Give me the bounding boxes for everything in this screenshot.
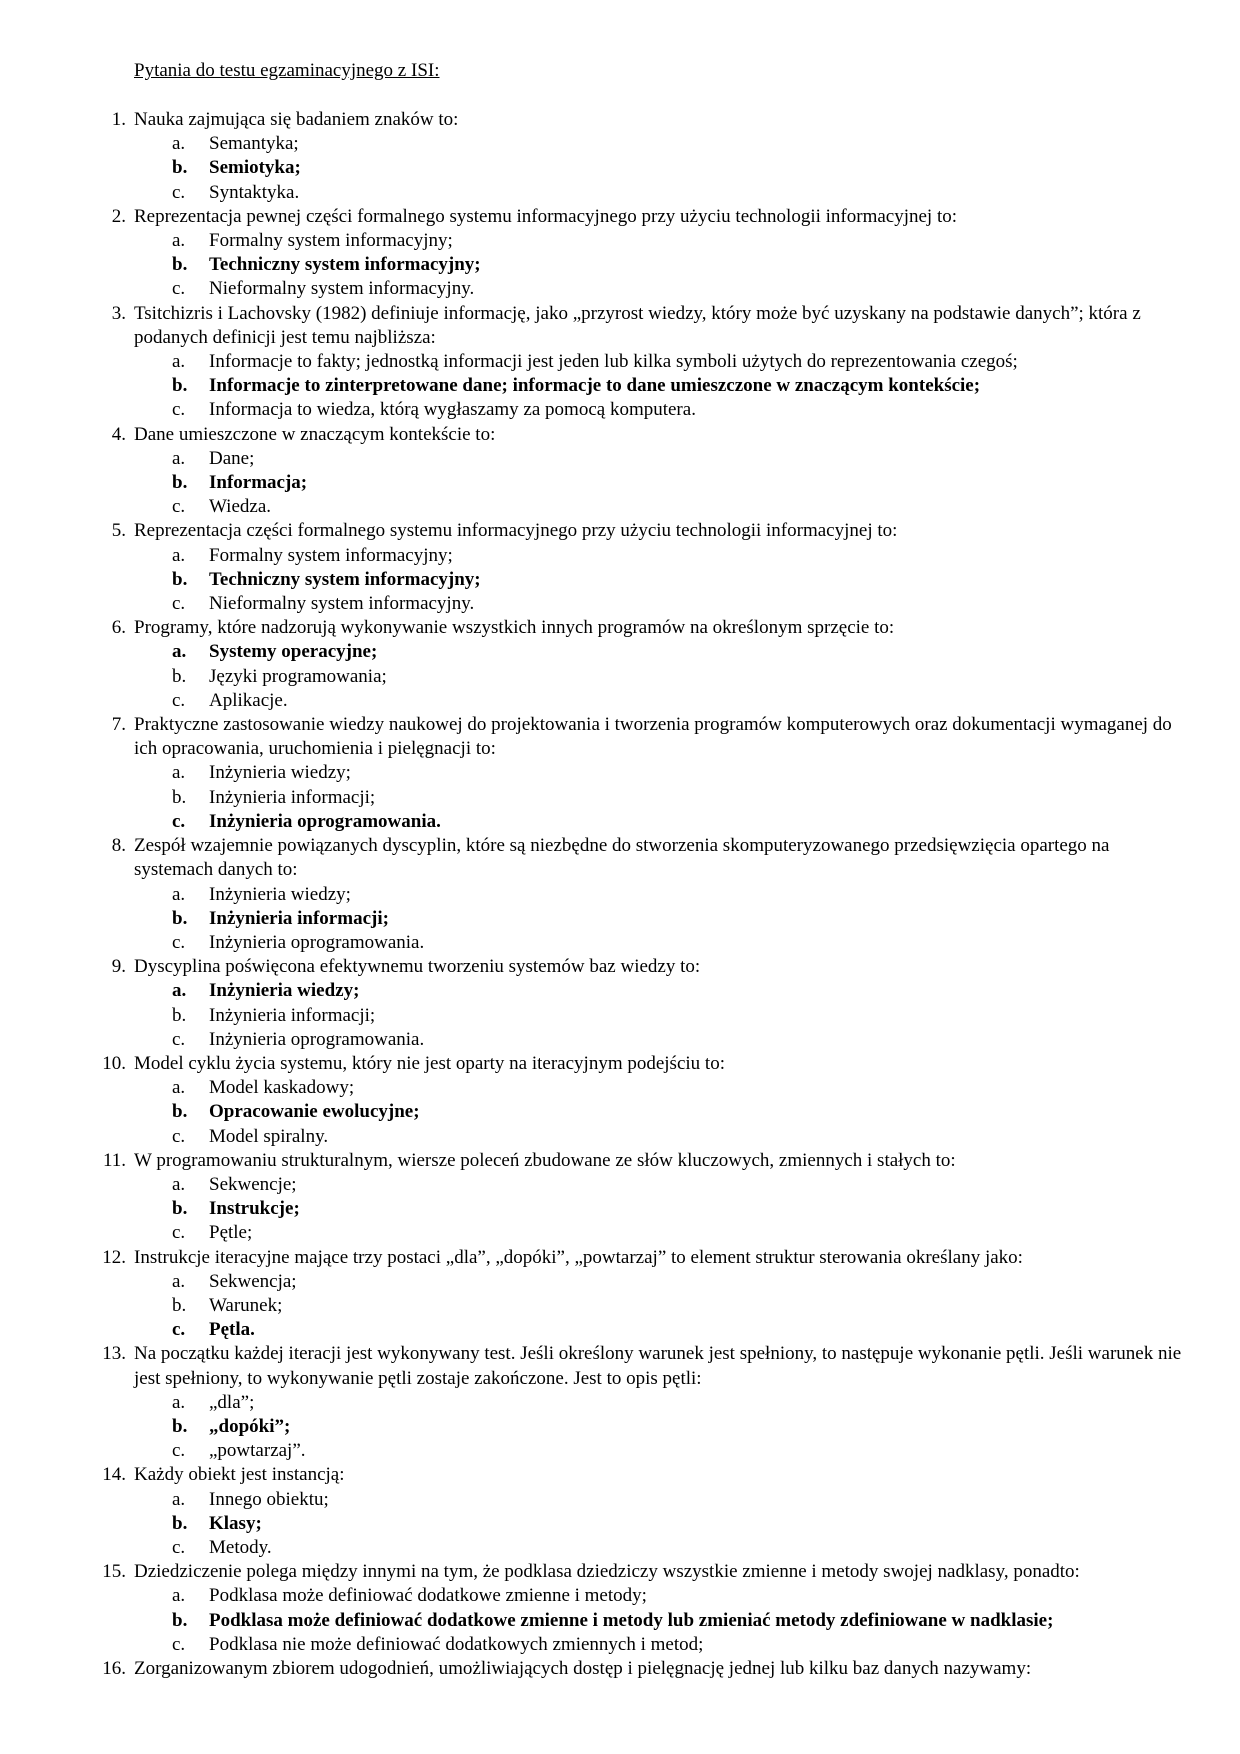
answer-option xyxy=(134,1028,1187,1052)
answer-option-correct xyxy=(134,1609,1187,1633)
answer-option-correct xyxy=(134,907,1187,931)
answer-list xyxy=(134,1270,1187,1343)
answer-letter: b. xyxy=(172,1512,188,1534)
answer-text: Systemy operacyjne; xyxy=(209,641,378,663)
answer-text: Dane; xyxy=(209,447,255,469)
question-item xyxy=(92,423,1187,520)
answer-text: Języki programowania; xyxy=(209,665,387,687)
answer-list xyxy=(134,132,1187,205)
answer-letter: b. xyxy=(172,472,188,494)
answer-option xyxy=(134,931,1187,955)
answer-option xyxy=(134,132,1187,156)
question-item xyxy=(92,1052,1187,1149)
answer-text: Inżynieria informacji; xyxy=(209,786,376,808)
answer-option xyxy=(134,1391,1187,1415)
question-number: 13. xyxy=(102,1343,126,1365)
answer-option xyxy=(134,398,1187,422)
answer-text: Informacje to fakty; jednostką informacji jest jeden lub kilka symboli użytych do reprezentowania czegoś; xyxy=(209,351,1018,373)
question-item xyxy=(92,1342,1187,1463)
answer-letter: c. xyxy=(172,1125,186,1147)
answer-option xyxy=(134,277,1187,301)
answer-option xyxy=(134,350,1187,374)
answer-option-correct xyxy=(134,1512,1187,1536)
answer-letter: c. xyxy=(172,689,186,711)
answer-letter: a. xyxy=(172,1391,186,1413)
answer-text: Model kaskadowy; xyxy=(209,1077,355,1099)
question-text: Dziedziczenie polega między innymi na tym, że podklasa dziedziczy wszystkie zmienne i metody swojej nadklasy, ponadto: xyxy=(134,1561,1080,1583)
answer-text: Klasy; xyxy=(209,1512,262,1534)
answer-text: Inżynieria oprogramowania. xyxy=(209,931,425,953)
answer-option-correct xyxy=(134,979,1187,1003)
answer-list xyxy=(134,1173,1187,1246)
answer-option xyxy=(134,1004,1187,1028)
question-text: Zorganizowanym zbiorem udogodnień, umożliwiających dostęp i pielęgnację jednej lub kilku baz danych nazywamy: xyxy=(134,1658,1032,1679)
question-item xyxy=(92,519,1187,616)
question-text: Praktyczne zastosowanie wiedzy naukowej do projektowania i tworzenia programów komputerowych oraz dokumentacji wymaganej do ich opracowania, uruchomienia i pielęgnacji to: xyxy=(134,714,1172,760)
answer-list xyxy=(134,761,1187,834)
question-number: 5. xyxy=(111,520,126,542)
question-number: 15. xyxy=(102,1561,126,1583)
question-text: Dyscyplina poświęcona efektywnemu tworzeniu systemów baz wiedzy to: xyxy=(134,956,701,978)
question-text: Model cyklu życia systemu, który nie jest oparty na iteracyjnym podejściu to: xyxy=(134,1052,725,1074)
question-item xyxy=(92,1657,1187,1681)
answer-letter: a. xyxy=(172,1488,186,1510)
answer-letter: a. xyxy=(172,351,186,373)
answer-text: Pętle; xyxy=(209,1222,253,1244)
question-number: 9. xyxy=(111,956,126,978)
answer-list xyxy=(134,979,1187,1052)
answer-letter: c. xyxy=(172,1440,186,1462)
answer-letter: a. xyxy=(172,980,187,1002)
question-text: Reprezentacja części formalnego systemu informacyjnego przy użyciu technologii informacyjnej to: xyxy=(134,520,898,542)
answer-letter: c. xyxy=(172,593,186,615)
answer-letter: b. xyxy=(172,1609,188,1631)
answer-letter: c. xyxy=(172,1319,186,1341)
answer-list xyxy=(134,640,1187,713)
answer-text: Semantyka; xyxy=(209,133,299,155)
answer-list xyxy=(134,544,1187,617)
question-text: Zespół wzajemnie powiązanych dyscyplin, które są niezbędne do stworzenia skomputeryzowanego przedsięwzięcia opartego na systemach danych to: xyxy=(134,835,1110,881)
answer-letter: c. xyxy=(172,1633,186,1655)
answer-letter: b. xyxy=(172,1415,188,1437)
answer-option xyxy=(134,883,1187,907)
answer-text: Formalny system informacyjny; xyxy=(209,230,453,252)
answer-option xyxy=(134,1294,1187,1318)
question-item xyxy=(92,713,1187,834)
answer-option xyxy=(134,1076,1187,1100)
answer-list xyxy=(134,229,1187,302)
question-text: Tsitchizris i Lachovsky (1982) definiuje informację, jako „przyrost wiedzy, który może być uzyskany na podstawie danych”; która z podanych definicji jest temu najbliższa: xyxy=(134,302,1141,348)
answer-letter: c. xyxy=(172,810,186,832)
question-item xyxy=(92,1246,1187,1343)
answer-option xyxy=(134,229,1187,253)
answer-letter: b. xyxy=(172,665,187,687)
answer-option xyxy=(134,592,1187,616)
answer-letter: c. xyxy=(172,931,186,953)
answer-list xyxy=(134,883,1187,956)
question-text: Reprezentacja pewnej części formalnego systemu informacyjnego przy użyciu technologii informacyjnej to: xyxy=(134,205,958,227)
answer-text: Warunek; xyxy=(209,1294,283,1316)
answer-text: Aplikacje. xyxy=(209,689,288,711)
answer-list xyxy=(134,1391,1187,1464)
question-number: 1. xyxy=(111,109,126,130)
answer-text: Pętla. xyxy=(209,1319,255,1341)
question-text: Na początku każdej iteracji jest wykonywany test. Jeśli określony warunek jest spełniony, to następuje wykonanie pętli. Jeśli warunek nie jest spełniony, to wykonywanie pętli zostaje zakończone. Jest to opis pętli: xyxy=(134,1343,1182,1389)
answer-text: Sekwencje; xyxy=(209,1173,297,1195)
answer-text: „dla”; xyxy=(209,1391,255,1413)
document-title: Pytania do testu egzaminacyjnego z ISI: xyxy=(134,60,440,81)
answer-text: Inżynieria oprogramowania. xyxy=(209,810,441,832)
answer-option-correct xyxy=(134,1197,1187,1221)
answer-letter: a. xyxy=(172,641,187,663)
answer-letter: c. xyxy=(172,278,186,300)
answer-option-correct xyxy=(134,810,1187,834)
answer-letter: c. xyxy=(172,1028,186,1050)
answer-option xyxy=(134,1633,1187,1657)
answer-letter: c. xyxy=(172,496,186,518)
answer-letter: c. xyxy=(172,1222,186,1244)
question-item xyxy=(92,616,1187,713)
question-item xyxy=(92,1560,1187,1657)
answer-text: Inżynieria informacji; xyxy=(209,907,389,929)
answer-text: Inżynieria wiedzy; xyxy=(209,980,360,1002)
question-number: 3. xyxy=(111,302,126,324)
answer-option xyxy=(134,1439,1187,1463)
answer-option xyxy=(134,1270,1187,1294)
question-item xyxy=(92,302,1187,423)
answer-text: Techniczny system informacyjny; xyxy=(209,568,481,590)
answer-option-correct xyxy=(134,568,1187,592)
answer-option xyxy=(134,1221,1187,1245)
answer-text: Instrukcje; xyxy=(209,1198,300,1220)
question-text: Nauka zajmująca się badaniem znaków to: xyxy=(134,109,459,130)
answer-letter: c. xyxy=(172,399,186,421)
answer-text: Metody. xyxy=(209,1536,272,1558)
answer-text: Informacja; xyxy=(209,472,308,494)
question-text: W programowaniu strukturalnym, wiersze poleceń zbudowane ze słów kluczowych, zmiennych i stałych to: xyxy=(134,1149,956,1171)
answer-option-correct xyxy=(134,1318,1187,1342)
answer-option xyxy=(134,1173,1187,1197)
answer-option xyxy=(134,181,1187,205)
answer-text: „dopóki”; xyxy=(209,1415,291,1437)
answer-list xyxy=(134,1076,1187,1149)
answer-option xyxy=(134,786,1187,810)
answer-letter: a. xyxy=(172,1585,186,1607)
answer-letter: b. xyxy=(172,907,188,929)
question-text: Dane umieszczone w znaczącym kontekście to: xyxy=(134,423,496,445)
answer-text: Inżynieria wiedzy; xyxy=(209,762,351,784)
answer-list xyxy=(134,1488,1187,1561)
answer-option xyxy=(134,447,1187,471)
answer-text: Inżynieria oprogramowania. xyxy=(209,1028,425,1050)
answer-letter: a. xyxy=(172,230,186,252)
answer-letter: a. xyxy=(172,1173,186,1195)
answer-option-correct xyxy=(134,156,1187,180)
answer-list xyxy=(134,1584,1187,1657)
answer-option xyxy=(134,1536,1187,1560)
question-number: 2. xyxy=(111,205,126,227)
answer-letter: b. xyxy=(172,1198,188,1220)
question-list xyxy=(92,108,1187,1681)
answer-option xyxy=(134,1584,1187,1608)
answer-text: Nieformalny system informacyjny. xyxy=(209,278,475,300)
answer-option xyxy=(134,689,1187,713)
answer-option xyxy=(134,495,1187,519)
answer-letter: a. xyxy=(172,762,186,784)
answer-text: Inżynieria informacji; xyxy=(209,1004,376,1026)
answer-letter: b. xyxy=(172,254,188,276)
answer-list xyxy=(134,447,1187,520)
answer-text: Innego obiektu; xyxy=(209,1488,329,1510)
answer-letter: b. xyxy=(172,1004,187,1026)
answer-option xyxy=(134,665,1187,689)
answer-letter: c. xyxy=(172,181,186,203)
answer-text: Techniczny system informacyjny; xyxy=(209,254,481,276)
answer-option xyxy=(134,1488,1187,1512)
question-item xyxy=(92,108,1187,205)
answer-letter: b. xyxy=(172,786,187,808)
answer-letter: a. xyxy=(172,544,186,566)
answer-text: Opracowanie ewolucyjne; xyxy=(209,1101,420,1123)
question-number: 16. xyxy=(102,1658,126,1679)
answer-letter: a. xyxy=(172,1077,186,1099)
answer-option-correct xyxy=(134,471,1187,495)
answer-letter: b. xyxy=(172,1101,188,1123)
answer-option xyxy=(134,761,1187,785)
answer-list xyxy=(134,350,1187,423)
answer-letter: a. xyxy=(172,1270,186,1292)
answer-letter: a. xyxy=(172,133,186,155)
answer-letter: b. xyxy=(172,375,188,397)
question-item xyxy=(92,1149,1187,1246)
answer-letter: a. xyxy=(172,883,186,905)
question-text: Programy, które nadzorują wykonywanie wszystkich innych programów na określonym sprzęcie to: xyxy=(134,617,895,639)
question-number: 10. xyxy=(102,1052,126,1074)
question-number: 12. xyxy=(102,1246,126,1268)
question-number: 7. xyxy=(111,714,126,736)
answer-letter: b. xyxy=(172,1294,187,1316)
answer-option-correct xyxy=(134,253,1187,277)
question-item xyxy=(92,834,1187,955)
answer-text: Formalny system informacyjny; xyxy=(209,544,453,566)
answer-text: Syntaktyka. xyxy=(209,181,300,203)
answer-option-correct xyxy=(134,640,1187,664)
answer-letter: a. xyxy=(172,447,186,469)
answer-option-correct xyxy=(134,1415,1187,1439)
answer-text: Inżynieria wiedzy; xyxy=(209,883,351,905)
question-number: 14. xyxy=(102,1464,126,1486)
answer-text: Nieformalny system informacyjny. xyxy=(209,593,475,615)
answer-text: Semiotyka; xyxy=(209,157,301,179)
answer-text: Model spiralny. xyxy=(209,1125,329,1147)
question-item xyxy=(92,955,1187,1052)
question-number: 11. xyxy=(102,1149,126,1171)
answer-text: Wiedza. xyxy=(209,496,272,518)
question-item xyxy=(92,205,1187,302)
question-number: 4. xyxy=(111,423,126,445)
answer-text: Sekwencja; xyxy=(209,1270,297,1292)
question-item xyxy=(92,1463,1187,1560)
answer-text: Podklasa może definiować dodatkowe zmienne i metody lub zmieniać metody zdefiniowane w nadklasie; xyxy=(209,1609,1054,1631)
question-text: Każdy obiekt jest instancją: xyxy=(134,1464,345,1486)
answer-text: Podklasa nie może definiować dodatkowych zmiennych i metod; xyxy=(209,1633,704,1655)
answer-letter: b. xyxy=(172,157,188,179)
question-number: 8. xyxy=(111,835,126,857)
answer-text: „powtarzaj”. xyxy=(209,1440,306,1462)
question-number: 6. xyxy=(111,617,126,639)
answer-text: Informacje to zinterpretowane dane; informacje to dane umieszczone w znaczącym kontekście; xyxy=(209,375,981,397)
answer-option-correct xyxy=(134,1100,1187,1124)
answer-text: Informacja to wiedza, którą wygłaszamy za pomocą komputera. xyxy=(209,399,696,421)
answer-letter: b. xyxy=(172,568,188,590)
answer-option xyxy=(134,544,1187,568)
answer-letter: c. xyxy=(172,1536,186,1558)
answer-option-correct xyxy=(134,374,1187,398)
question-text: Instrukcje iteracyjne mające trzy postaci „dla”, „dopóki”, „powtarzaj” to element struktur sterowania określany jako: xyxy=(134,1246,1023,1268)
answer-option xyxy=(134,1125,1187,1149)
answer-text: Podklasa może definiować dodatkowe zmienne i metody; xyxy=(209,1585,647,1607)
